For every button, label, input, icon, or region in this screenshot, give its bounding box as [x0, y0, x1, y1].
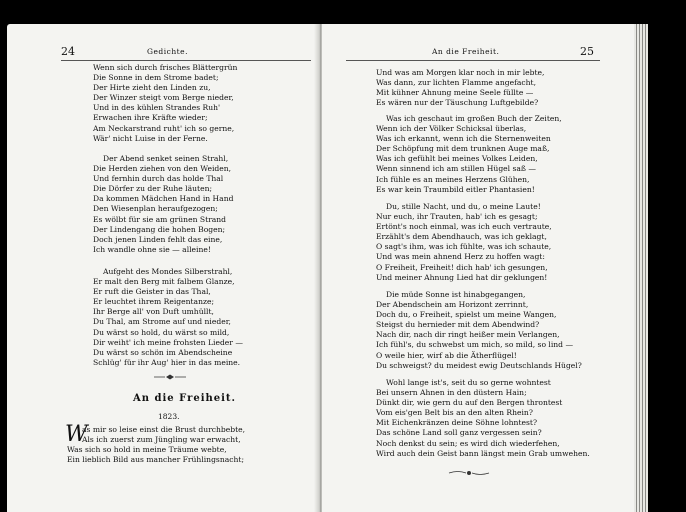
verse-line: Der Abend senket seinen Strahl, [103, 154, 229, 163]
running-head: An die Freiheit. [432, 47, 500, 56]
stanza-2 [93, 154, 233, 255]
verse-line: Und meiner Ahnung Lied hat dir geklungen! [376, 272, 548, 282]
verse-line: Die Sonne in dem Strome badet; [93, 73, 219, 83]
running-head: Gedichte. [147, 47, 188, 56]
drop-cap: W [65, 422, 88, 447]
verse-line: Der Hirte zieht den Linden zu, [93, 83, 211, 93]
verse-line: Wenn sinnend ich am stillen Hügel saß — [376, 164, 537, 174]
verse-line: Die müde Sonne ist hinabgegangen, [386, 290, 526, 299]
verse-line: Steigst du hernieder mit dem Abendwind? [376, 320, 540, 330]
section-opening [82, 425, 245, 445]
page-number: 24 [61, 45, 75, 58]
verse-line: O Freiheit, Freiheit! dich hab' ich gesungen, [376, 262, 548, 272]
verse-line: Und was mein ahnend Herz zu hoffen wagt: [376, 252, 545, 262]
verse-line: Noch denkst du sein; es wird dich wiederfehen, [376, 438, 560, 448]
page-edges [634, 24, 648, 512]
verse-line: Was dann, zur lichten Flamme angefacht, [376, 78, 537, 88]
verse-line: Schlüg' für ihr Aug' hier in das meine. [93, 357, 241, 367]
ornament-divider-icon [153, 374, 187, 380]
section-title: An die Freiheit. [133, 393, 237, 404]
verse-line: Wenn ich der Völker Schicksal überlas, [376, 124, 527, 134]
stanza-1 [376, 68, 544, 108]
verse-line: Als ich zuerst zum Jüngling war erwacht, [82, 435, 241, 445]
verse-line: Das schöne Land soll ganz vergessen sein? [376, 428, 542, 438]
verse-line: Es war kein Traumbild eitler Phantasien! [376, 184, 535, 194]
end-ornament-icon [448, 470, 490, 476]
stanza-3 [376, 202, 552, 283]
verse-line: Ihr Berge all' von Duft umhüllt, [93, 307, 214, 317]
verse-line: Nach dir, nach dir ringt heißer mein Verlangen, [376, 330, 560, 340]
verse-line: Ich fühl's, du schwebst um mich, so mild, so lind — [376, 340, 574, 350]
verse-line: Du wärst so schön im Abendscheine [93, 347, 233, 357]
verse-line: Die Herden ziehen von den Weiden, [93, 164, 232, 174]
verse-line: Du, stille Nacht, und du, o meine Laute! [386, 202, 541, 211]
verse-line: Wohl lange ist's, seit du so gerne wohntest [386, 378, 551, 387]
verse-line: Der Winzer steigt vom Berge nieder, [93, 93, 234, 103]
verse-line: Doch du, o Freiheit, spielst um meine Wangen, [376, 310, 557, 320]
stanza-2 [376, 114, 562, 195]
verse-line: Was ich erkannt, wenn ich die Sternenweiten [376, 134, 551, 144]
header-rule [346, 60, 600, 61]
verse-line: Am Neckarstrand ruht' ich so gerne, [93, 123, 235, 133]
verse-line: Ertönt's noch einmal, was ich euch vertraute, [376, 222, 552, 232]
verse-line: Du schweigst? du meidest ewig Deutschlands Hügel? [376, 360, 582, 370]
verse-line: Er ruft die Geister in das Thal, [93, 287, 211, 297]
verse-line: Ein lieblich Bild aus mancher Frühlingsnacht; [67, 455, 245, 465]
verse-line: Nur euch, ihr Trauten, hab' ich es gesagt; [376, 212, 538, 222]
verse-line: O weile hier, wirf ab die Ätherflügel! [376, 350, 517, 360]
verse-line: Die Dörfer zu der Ruhe läuten; [93, 184, 213, 194]
verse-line: Dünkt dir, wie gern du auf den Bergen throntest [376, 398, 563, 408]
verse-line: Da kommen Mädchen Hand in Hand [93, 194, 234, 204]
verse-line: Wird auch dein Geist bann längst mein Grab umwehen. [376, 448, 590, 458]
verse-line: Was ich gefühlt bei meines Volkes Leiden, [376, 154, 538, 164]
left-page [7, 24, 319, 512]
verse-line: Bei unsern Ahnen in den düstern Hain; [376, 388, 527, 398]
verse-line: O sagt's ihm, was ich fühlte, was ich schaute, [376, 242, 552, 252]
verse-line: Du Thal, am Strome auf und nieder, [93, 317, 231, 327]
verse-line: Was ich geschaut im großen Buch der Zeiten, [386, 114, 562, 123]
verse-line: Mit Eichenkränzen deine Söhne lohntest? [376, 418, 538, 428]
right-page [322, 24, 634, 512]
verse-line: Mit kühner Ahnung meine Seele füllte — [376, 88, 534, 98]
verse-line: Und was am Morgen klar noch in mir lebte, [376, 68, 545, 77]
header-rule [61, 60, 311, 61]
section-year: 1823. [158, 412, 180, 421]
verse-line: Den Wiesenplan heraufgezogen; [93, 204, 218, 214]
verse-line: Wenn sich durch frisches Blättergrün [93, 63, 238, 72]
verse-line: Ich fühle es an meines Herzens Glühen, [376, 174, 530, 184]
stanza-5 [376, 378, 590, 459]
verse-line: Erzählt's dem Abendhauch, was ich geklagt, [376, 232, 547, 242]
verse-line: Es wölbt für sie am grünen Strand [93, 214, 227, 224]
verse-line: Aufgeht des Mondes Silberstrahl, [103, 267, 233, 276]
verse-line: Und in des kühlen Strandes Ruh' [93, 103, 221, 113]
verse-line: Er malt den Berg mit falbem Glanze, [93, 277, 235, 287]
verse-line: Du wärst so hold, du wärst so mild, [93, 327, 230, 337]
verse-line: Erwachen ihre Kräfte wieder; [93, 113, 208, 123]
verse-line: Dir weiht' ich meine frohsten Lieder — [93, 337, 243, 347]
verse-line: Doch jenen Linden fehlt das eine, [93, 234, 223, 244]
verse-line: Was sich so hold in meine Träume webte, [67, 445, 227, 454]
verse-line: Er leuchtet ihrem Reigentanze; [93, 297, 215, 307]
verse-line: Und fernhin durch das holde Thal [93, 174, 224, 184]
verse-line: Der Schöpfung mit dem trunknen Auge maß, [376, 144, 550, 154]
stanza-3 [93, 267, 243, 368]
verse-line: as mir so leise einst die Brust durchbebte, [82, 425, 246, 434]
page-number: 25 [580, 45, 594, 58]
section-opening-cont [67, 445, 244, 465]
verse-line: Wär' nicht Luise in der Ferne. [93, 133, 208, 143]
verse-line: Der Lindengang die hohen Bogen; [93, 224, 226, 234]
verse-line: Der Abendschein am Horizont zerrinnt, [376, 300, 529, 310]
verse-line: Vom eis'gen Belt bis an den alten Rhein? [376, 408, 533, 418]
stanza-1 [93, 63, 237, 144]
verse-line: Es wären nur der Täuschung Luftgebilde? [376, 98, 539, 108]
stanza-4 [376, 290, 582, 371]
verse-line: Ich wandle ohne sie — alleine! [93, 244, 211, 254]
